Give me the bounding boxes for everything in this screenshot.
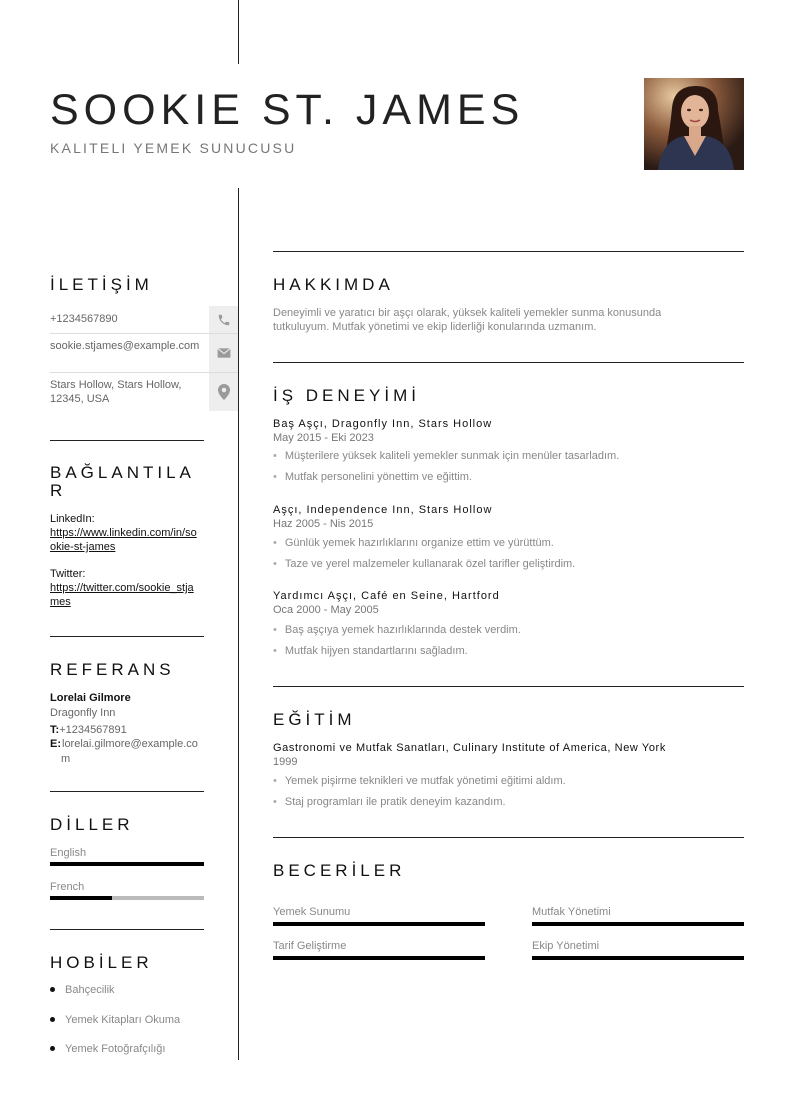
language-french-bar: [50, 896, 204, 900]
job-bullet: • Taze ve yerel malzemeler kullanarak özel tarifler geliştirdim.: [273, 558, 576, 570]
education-year: 1999: [273, 756, 298, 768]
skill-bar: [273, 956, 485, 960]
divider: [273, 251, 744, 252]
reference-phone-label: T:: [50, 724, 60, 736]
reference-email-row: [50, 737, 204, 767]
hobbies-heading: HOBİLER: [50, 953, 153, 972]
job-date: Oca 2000 - May 2005: [273, 604, 379, 616]
location-icon-box: [209, 373, 238, 411]
education-degree: Gastronomi ve Mutfak Sanatları, Culinary Institute of America, New York: [273, 742, 666, 754]
location-pin-icon: [218, 384, 230, 400]
job-title: Aşçı, Independence Inn, Stars Hollow: [273, 504, 493, 516]
education-bullet: • Yemek pişirme teknikleri ve mutfak yönetimi eğitimi aldım.: [273, 775, 566, 787]
language-english-level: [50, 862, 204, 866]
bullet-icon: •: [273, 796, 277, 808]
about-text: Deneyimli ve yaratıcı bir aşçı olarak, yüksek kaliteli yemekler sunma konusunda tutkuluyum. Mutfak yönetimi ve ekip liderliği konularında uzmanım.: [273, 307, 662, 333]
job-bullet: • Baş aşçıya yemek hazırlıklarında destek verdim.: [273, 624, 521, 636]
twitter-label: Twitter:: [50, 568, 86, 580]
hobby-item: Yemek Fotoğrafçılığı: [50, 1043, 165, 1055]
contact-heading: İLETİŞİM: [50, 275, 153, 294]
envelope-icon: [217, 347, 231, 359]
divider: [50, 929, 204, 930]
skill-label: Mutfak Yönetimi: [532, 906, 611, 918]
divider: [273, 686, 744, 687]
experience-heading: İŞ DENEYİMİ: [273, 386, 420, 405]
linkedin-label: LinkedIn:: [50, 513, 95, 525]
language-english-bar: [50, 862, 204, 866]
hobby-item: Bahçecilik: [50, 984, 115, 996]
contact-address: Stars Hollow, Stars Hollow, 12345, USA: [50, 379, 182, 405]
column-divider: [238, 188, 239, 1060]
contact-phone-row: [50, 306, 238, 334]
reference-email-label: E:: [50, 738, 61, 750]
job-bullet: • Müşterilere yüksek kaliteli yemekler sunmak için menüler tasarladım.: [273, 450, 620, 462]
divider: [50, 440, 204, 441]
envelope-icon-box: [209, 334, 238, 372]
job-subtitle: KALITELI YEMEK SUNUCUSU: [50, 140, 297, 156]
contact-phone[interactable]: +1234567890: [50, 313, 118, 325]
languages-heading: DİLLER: [50, 815, 134, 834]
reference-phone-row: [50, 723, 127, 738]
divider: [50, 791, 204, 792]
bullet-icon: •: [273, 775, 277, 787]
bullet-dot-icon: [50, 1017, 55, 1022]
references-heading: REFERANS: [50, 660, 175, 679]
about-heading: HAKKIMDA: [273, 275, 394, 294]
skill-bar: [532, 956, 744, 960]
skill-bar: [532, 922, 744, 926]
job-title: Yardımcı Aşçı, Café en Seine, Hartford: [273, 590, 500, 602]
job-bullet: • Mutfak personelini yönettim ve eğittim.: [273, 471, 472, 483]
top-divider: [238, 0, 239, 64]
reference-email[interactable]: lorelai.gilmore@example.com: [61, 738, 198, 765]
education-bullet: • Staj programları ile pratik deneyim kazandım.: [273, 796, 506, 808]
phone-icon-box: [209, 306, 238, 333]
links-heading: BAĞLANTILAR: [50, 463, 195, 500]
bullet-dot-icon: [50, 1046, 55, 1051]
reference-name: Lorelai Gilmore: [50, 692, 131, 704]
language-french-level: [50, 896, 112, 900]
reference-phone[interactable]: +1234567891: [59, 724, 127, 736]
divider: [273, 362, 744, 363]
bullet-icon: •: [273, 645, 277, 657]
language-english-label: English: [50, 847, 87, 859]
divider: [50, 636, 204, 637]
reference-company: Dragonfly Inn: [50, 707, 116, 719]
bullet-icon: •: [273, 450, 277, 462]
education-heading: EĞİTİM: [273, 710, 356, 729]
skill-label: Yemek Sunumu: [273, 906, 351, 918]
contact-address-row: [50, 373, 238, 411]
linkedin-link[interactable]: https://www.linkedin.com/in/sookie-st-james: [50, 527, 197, 553]
skill-label: Ekip Yönetimi: [532, 940, 600, 952]
hobby-item: Yemek Kitapları Okuma: [50, 1014, 180, 1026]
portrait-image: [644, 78, 744, 170]
bullet-icon: •: [273, 624, 277, 636]
bullet-icon: •: [273, 471, 277, 483]
person-name: SOOKIE ST. JAMES: [50, 86, 525, 134]
job-bullet: • Mutfak hijyen standartlarını sağladım.: [273, 645, 468, 657]
job-date: May 2015 - Eki 2023: [273, 432, 374, 444]
skill-bar: [273, 922, 485, 926]
contact-email[interactable]: sookie.stjames@example.com: [50, 340, 200, 352]
skill-label: Tarif Geliştirme: [273, 940, 347, 952]
bullet-icon: •: [273, 558, 277, 570]
job-title: Baş Aşçı, Dragonfly Inn, Stars Hollow: [273, 418, 493, 430]
bullet-icon: •: [273, 537, 277, 549]
job-bullet: • Günlük yemek hazırlıklarını organize ettim ve yürüttüm.: [273, 537, 554, 549]
skills-heading: BECERİLER: [273, 861, 406, 880]
job-date: Haz 2005 - Nis 2015: [273, 518, 374, 530]
twitter-link[interactable]: https://twitter.com/sookie_stjames: [50, 582, 194, 608]
bullet-dot-icon: [50, 987, 55, 992]
contact-email-row: [50, 334, 238, 373]
divider: [273, 837, 744, 838]
phone-icon: [217, 313, 231, 327]
language-french-label: French: [50, 881, 85, 893]
profile-photo: [644, 78, 744, 170]
